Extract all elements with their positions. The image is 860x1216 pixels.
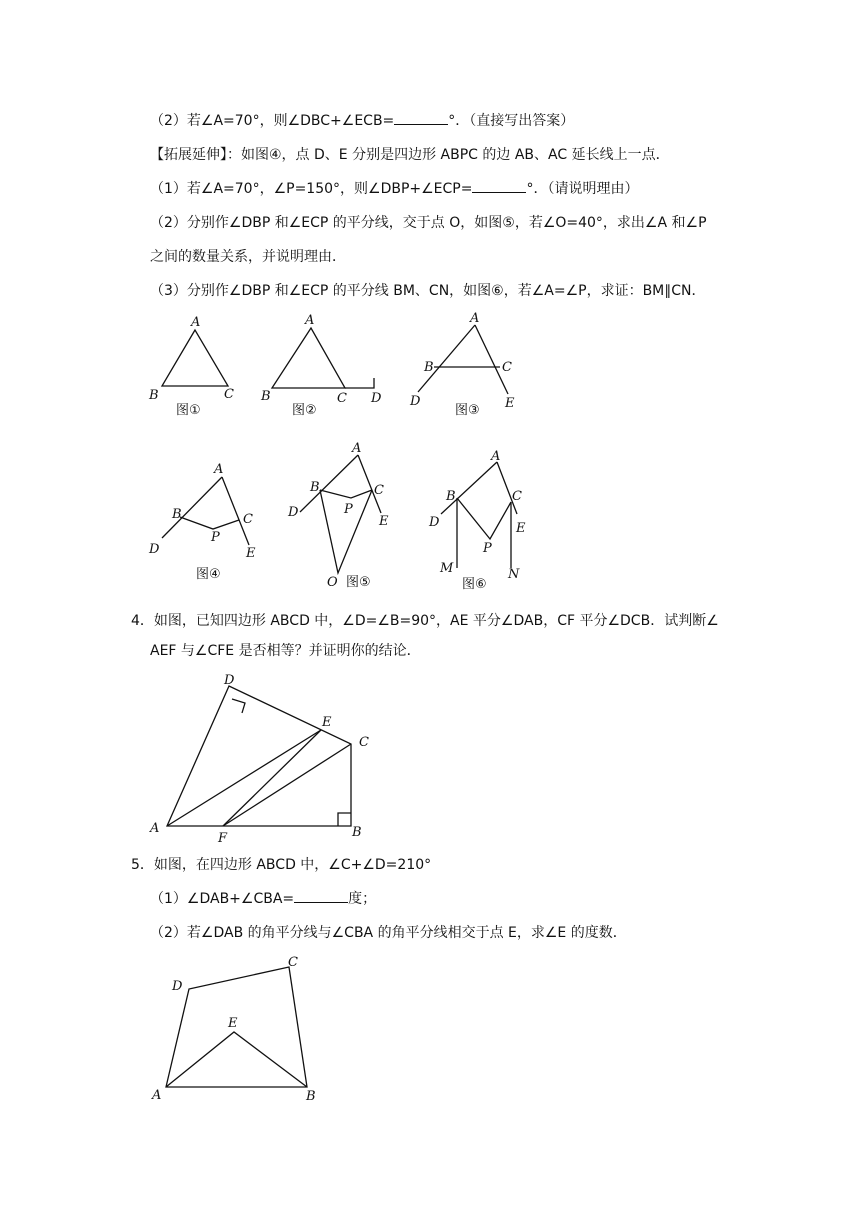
- fig5-label-d: D: [288, 505, 299, 520]
- q4-label-b: B: [352, 825, 362, 840]
- fig3-label-e: E: [505, 396, 515, 411]
- fig1-label-a: A: [191, 315, 201, 330]
- fig5-caption: 图⑤: [346, 575, 371, 590]
- q5-label-d: D: [172, 979, 183, 994]
- q4-label-c: C: [359, 735, 369, 750]
- fig4-label-a: A: [214, 462, 224, 477]
- q4-line1: 4．如图，已知四边形 ABCD 中，∠D=∠B=90°，AE 平分∠DAB，CF 平分∠DCB．试判断∠: [131, 613, 719, 629]
- fig6-label-p: P: [483, 541, 492, 556]
- fig4-label-e: E: [246, 546, 256, 561]
- fig3-label-d: D: [410, 394, 421, 409]
- fig3-caption: 图③: [455, 403, 480, 418]
- fig3-label-c: C: [502, 360, 512, 375]
- fig1-label-c: C: [224, 387, 234, 402]
- fig5-label-a: A: [352, 441, 362, 456]
- fig5-label-p: P: [344, 502, 353, 517]
- fig3-label-b: B: [424, 360, 434, 375]
- q3-ext-part2-line1: （2）分别作∠DBP 和∠ECP 的平分线，交于点 O，如图⑤，若∠O=40°，求出∠A 和∠P: [150, 215, 707, 231]
- q4-label-f: F: [218, 831, 228, 846]
- fig1-caption: 图①: [176, 403, 201, 418]
- fig6-label-b: B: [446, 489, 456, 504]
- q3-ext-part3-line: （3）分别作∠DBP 和∠ECP 的平分线 BM、CN，如图⑥，若∠A=∠P，求证：BM∥CN．: [150, 283, 706, 299]
- fig6-label-d: D: [429, 515, 440, 530]
- fig2-label-c: C: [337, 391, 347, 406]
- fig6-label-m: M: [440, 561, 454, 576]
- q3-ext-part2-line2: 之间的数量关系，并说明理由．: [150, 249, 346, 265]
- fig4-label-b: B: [172, 507, 182, 522]
- fig3-label-a: A: [470, 311, 480, 326]
- q4-label-d: D: [224, 673, 235, 688]
- q3-part2-text-a: （2）若∠A=70°，则∠DBC+∠ECB=: [150, 113, 395, 129]
- q3-extension-title: 【拓展延伸】：如图④，点 D、E 分别是四边形 ABPC 的边 AB、AC 延长线上一点．: [150, 147, 670, 163]
- q5-label-c: C: [288, 955, 298, 970]
- fig5-label-b: B: [310, 480, 320, 495]
- q5-part1-text-a: （1）∠DAB+∠CBA=: [150, 891, 295, 907]
- fig2-label-a: A: [305, 313, 315, 328]
- fig2-label-d: D: [371, 391, 382, 406]
- q5-bisectors-e: [166, 1032, 307, 1087]
- q4-line2: AEF 与∠CFE 是否相等？并证明你的结论．: [150, 643, 421, 659]
- q5-label-e: E: [228, 1016, 238, 1031]
- q4-label-a: A: [150, 821, 160, 836]
- fig5-label-c: C: [374, 483, 384, 498]
- fig6-label-c: C: [512, 489, 522, 504]
- q4-label-e: E: [322, 715, 332, 730]
- fig6-label-e: E: [516, 521, 526, 536]
- fig4-label-p: P: [211, 530, 220, 545]
- fig4-label-d: D: [149, 542, 160, 557]
- fig5-label-e: E: [379, 514, 389, 529]
- fig6-label-n: N: [508, 567, 520, 582]
- q5-line1: 5．如图，在四边形 ABCD 中，∠C+∠D=210°: [131, 857, 432, 873]
- q5-label-b: B: [306, 1089, 316, 1104]
- fig1-label-b: B: [149, 388, 159, 403]
- fig4-label-c: C: [243, 512, 253, 527]
- fig2-caption: 图②: [292, 403, 317, 418]
- q3-ext-part1-text-b: °．（请说明理由）: [526, 181, 639, 197]
- fig4-caption: 图④: [196, 567, 221, 582]
- q5-part2-line: （2）若∠DAB 的角平分线与∠CBA 的角平分线相交于点 E，求∠E 的度数．: [150, 925, 627, 941]
- q3-ext-part1-text-a: （1）若∠A=70°，∠P=150°，则∠DBP+∠ECP=: [150, 181, 473, 197]
- fig6-label-a: A: [491, 449, 501, 464]
- q5-part1-text-b: 度；: [348, 891, 377, 907]
- q5-figure: [151, 955, 316, 1104]
- fig6-caption: 图⑥: [462, 577, 487, 592]
- fig2-label-b: B: [261, 389, 271, 404]
- fig5-label-o: O: [327, 575, 338, 590]
- q5-label-a: A: [152, 1088, 162, 1103]
- q3-part2-text-b: °．（直接写出答案）: [448, 113, 575, 129]
